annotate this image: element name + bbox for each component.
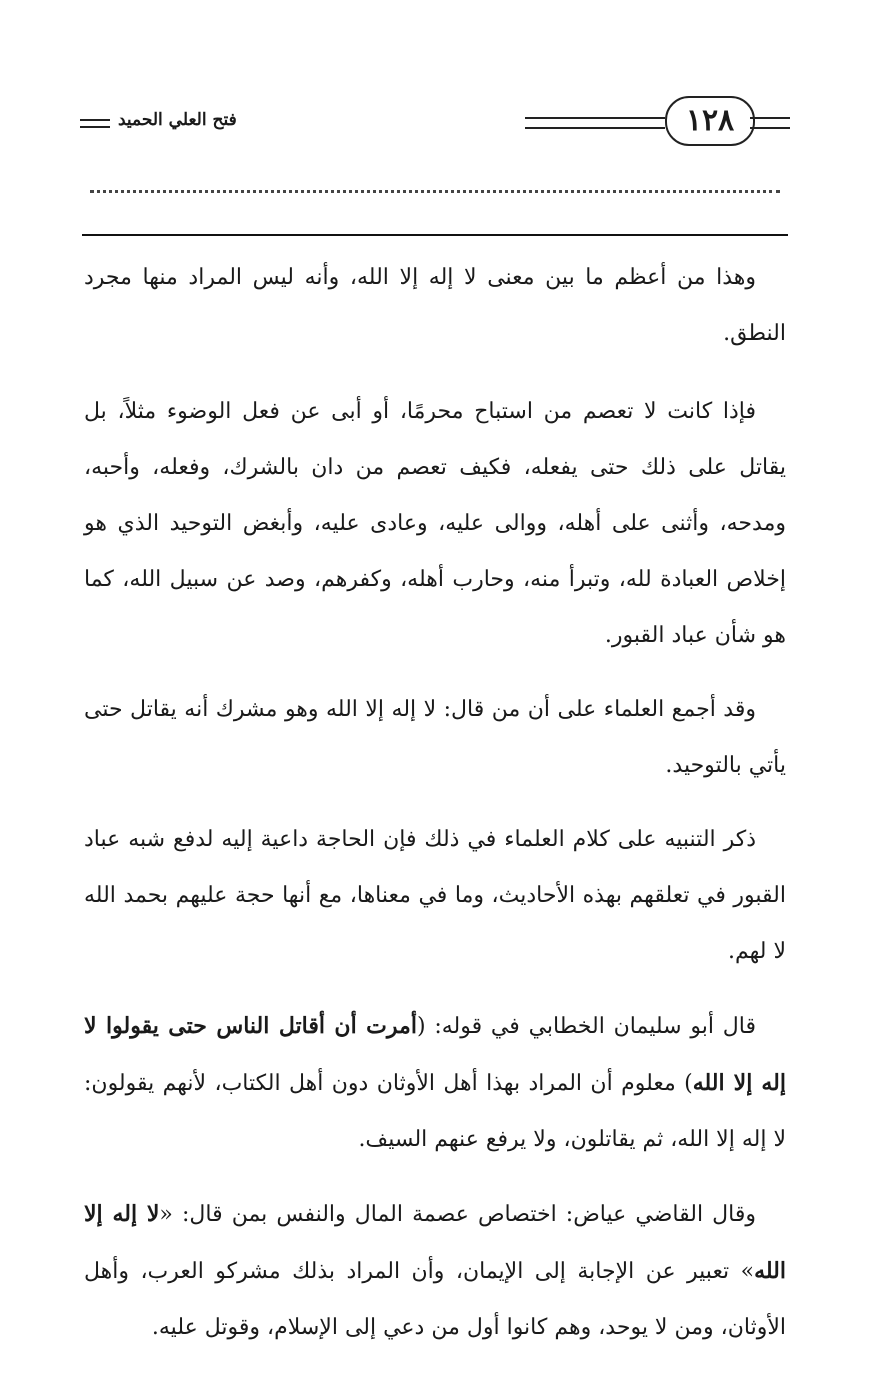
body-text [84, 250, 786, 1374]
paragraph-with-quote [84, 1186, 786, 1356]
paragraph-text: » تعبير عن الإجابة إلى الإيمان، وأن المراد بذلك مشركو العرب، وأهل الأوثان، ومن لا يوحد، وهم كانوا أول من دعي إلى الإسلام، وقوتل عليه. [84, 1259, 786, 1340]
paragraph-with-hadith [84, 998, 786, 1168]
dotted-separator [90, 190, 780, 193]
paragraph-text: ) معلوم أن المراد بهذا أهل الأوثان دون أهل الكتاب، لأنهم يقولون: لا إله إلا الله، ثم يقاتلون، ولا يرفع عنهم السيف. [84, 1071, 786, 1152]
paragraph: وهذا من أعظم ما بين معنى لا إله إلا الله، وأنه ليس المراد منها مجرد النطق. [84, 265, 786, 346]
paragraph: ذكر التنبيه على كلام العلماء في ذلك فإن الحاجة داعية إليه لدفع شبه عباد القبور في تعلقهم بهذه الأحاديث، وما في معناها، مع أنها حجة عليهم بحمد الله لا لهم. [84, 827, 786, 964]
page-number: ١٢٨ [665, 96, 755, 146]
shahada-quote: لا إله إلا الله [84, 1201, 786, 1284]
paragraph-text: وقال القاضي عياض: اختصاص عصمة المال والنفس بمن قال: « [159, 1202, 757, 1227]
header-rule-end [750, 117, 790, 129]
header-rule [525, 117, 665, 129]
book-title: فتح العلي الحميد [118, 110, 237, 130]
paragraph-text: قال أبو سليمان الخطابي في قوله: ( [416, 1014, 756, 1039]
paragraph: وقد أجمع العلماء على أن من قال: لا إله إلا الله وهو مشرك أنه يقاتل حتى يأتي بالتوحيد. [84, 697, 786, 778]
page-header [80, 92, 790, 152]
hadith-quote: أمرت أن أقاتل الناس حتى يقولوا لا إله إلا الله [84, 1013, 786, 1096]
header-left-rule [80, 119, 110, 128]
top-rule [82, 234, 788, 236]
paragraph: فإذا كانت لا تعصم من استباح محرمًا، أو أبى عن فعل الوضوء مثلاً، بل يقاتل على ذلك حتى يفعله، فكيف تعصم من دان بالشرك، وفعله، وأحبه، ومدحه، وأثنى على أهله، ووالى عليه، وعادى عليه، وأبغض التوحيد الذي هو إخلاص العبادة لله، وتبرأ منه، وحارب أهله، وكفرهم، وصد عن سبيل الله، كما هو شأن عباد القبور. [84, 399, 786, 648]
